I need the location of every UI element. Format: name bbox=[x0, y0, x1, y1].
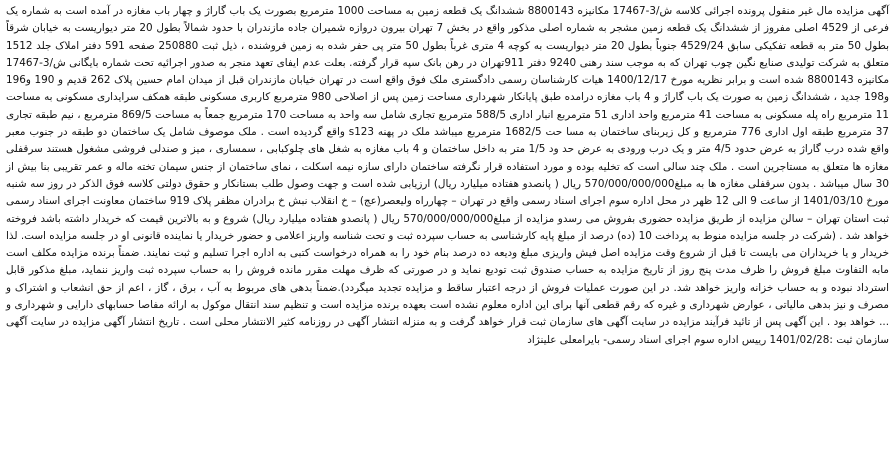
notice-body-text: آگهی مزایده مال غیر منقول پرونده اجرائی کلاسه ش/3-17467 مکانیزه 8800143 ششدانگ یک قطعه زمین به مساحت 1000 مترمربع بصورت یک باب گاراژ و چهار باب مغازه در آمده است به شماره یک فرعی از 4529 اصلی مفروز از ششدانگ یک قطعه زمین مشجر به شماره اصلی مذکور واقع در بخش 7 تهران بیرون دروازه شمیران جاده مازندران با حدود شمالاً بطول 20 متر دیواریست به خیابان شرقاً بطول 50 متر به قطعه تفکیکی سابق 4529/24 جنوباً بطول 20 متر دیواریست به کوچه 4 متری غرباً بطول 50 متر پی حفر شده به زمین فروشنده ، ذیل ثبت 250880 صفحه 591 دفتر املاک جلد 1512 متعلق به شرکت تولیدی صنایع نگین چوب تهران که به موجب سند رهنی 9240 دفتر 911تهران در رهن بانک سپه قرار گرفته. بعلت عدم ایفای تعهد منجر به صدور اجرائیه تحت شماره بایگانی ش/3-17467 مکانیزه 8800143 شده است و برابر نظریه مورخ 1400/12/17 هیات کارشناسان رسمی دادگستری ملک فوق واقع است در تهران خیابان مازندران قبل از میدان امام حسین پلاک 262 قدیم و 190 و196 و198 جدید ، ششدانگ زمین به صورت یک باب گاراژ و 4 باب مغازه درامده طبق پایانکار شهرداری مساحت زمین پس از اصلاحی 980 مترمربع کاربری مسکونی طبقه همکف سرایداری مسکونی به مساحت 11 مترمربع راه پله مسکونی به مساحت 41 مترمربع واحد اداری 51 مترمربع انبار اداری 588/5 مترمربع تجاری شامل سه واحد به مساحت 170 مترمربع جمعاً به مساحت 869/5 مترمربع ، نیم طبقه تجاری 37 مترمربع طبقه اول اداری 776 مترمربع و کل زیربنای ساختمان به مسا حت 1682/5 مترمربع میباشد ملک در پهنه s123 واقع گردیده است . ملک موصوف شامل یک ساختمان دو طبقه در جنوب معبر واقع شده درب گاراژ به عرض حدود 4/5 متر و یک درب ورودی به عرض حد ود 1/5 متر به داخل ساختمان و 4 باب مغازه به شغل های چلوکبابی ، سمساری ، میز و صندلی فروشی مشغول هستند سرقفلی مغازه ها متعلق به مستاجرین است . ملک چند سالی است که تخلیه بوده و مورد استفاده قرار نگرفته ساختمان دارای سازه نیمه اسکلت ، نمای ساختمان از جنس سیمان تخته ماله و عمر تقریبی بنا بیش از 30 سال میباشد . بدون سرقفلی مغازه ها به مبلغ570/000/000/000 ریال ( پانصدو هفتاده میلیارد ریال) ارزیابی شده است و جهت وصول طلب بستانکار و حقوق دولتی کلاسه فوق الذکر در روز سه شنبه مورخ 1401/03/10 از ساعت 9 الی 12 ظهر در محل اداره سوم اجرای اسناد رسمی واقع در تهران – چهارراه ولیعصر(عج) – خ انقلاب نبش خ برادران مظفر پلاک 919 ساختمان معاونت اجرای اسناد رسمی ثبت استان تهران – سالن مزایده از طریق مزایده حضوری بفروش می رسدو مزایده از مبلغ570/000/000/000 ریال ( پانصدو هفتاده میلیارد ریال) شروع و به بالاترین قیمت که خریدار داشته باشد فروخته خواهد شد . (شرکت در جلسه مزایده منوط به پرداخت 10 (ده) درصد از مبلغ پایه کارشناسی به حساب سپرده ثبت و تحت شناسه واریز اعلامی و حضور خریدار یا نماینده قانونی او در جلسه مزایده است. لذا خریدار و یا خریداران می بایست تا قبل از شروع وقت مزایده اصل فیش واریزی مبلغ ودیعه ده درصد بنام خود را به همراه درخواست کتبی به اداره اجرا تسلیم و ثبت نمایند. ضمناً برنده مزایده مکلف است مابه التفاوت مبلغ فروش را ظرف مدت پنج روز از تاریخ مزایده به حساب صندوق ثبت تودیع نماید و در صورتی که ظرف مهلت مقرر مانده فروش را به حساب سپرده ثبت واریز ننماید، مبلغ مذکور قابل استرداد نبوده و به حساب خزانه واریز خواهد شد. در این صورت عملیات فروش از درجه اعتبار ساقط و مزایده تجدید میگردد).ضمناً بدهی های مربوط به آب ، برق ، گاز ، اعم از حق انشعاب و اشتراک و مصرف و نیز بدهی مالیاتی ، عوارض شهرداری و غیره که رقم قطعی آنها برای این اداره معلوم نشده است بعهده برنده مزایده است و تنظیم سند انتقال موکول به ارائه مفاصا حسابهای دارایی و شهرداری و ... خواهد بود . این آگهی پس از تائید فرآیند مزایده در سایت آگهی های سازمان ثبت قرار خواهد گرفت و به منزله انتشار آگهی در روزنامه کثیر الانتشار محلی است . تاریخ انتشار آگهی مزایده در سایت آگهی سازمان ثبت :1401/02/28 رییس اداره سوم اجرای اسناد رسمی- بایرامعلی علینژاد bbox=[6, 5, 890, 346]
